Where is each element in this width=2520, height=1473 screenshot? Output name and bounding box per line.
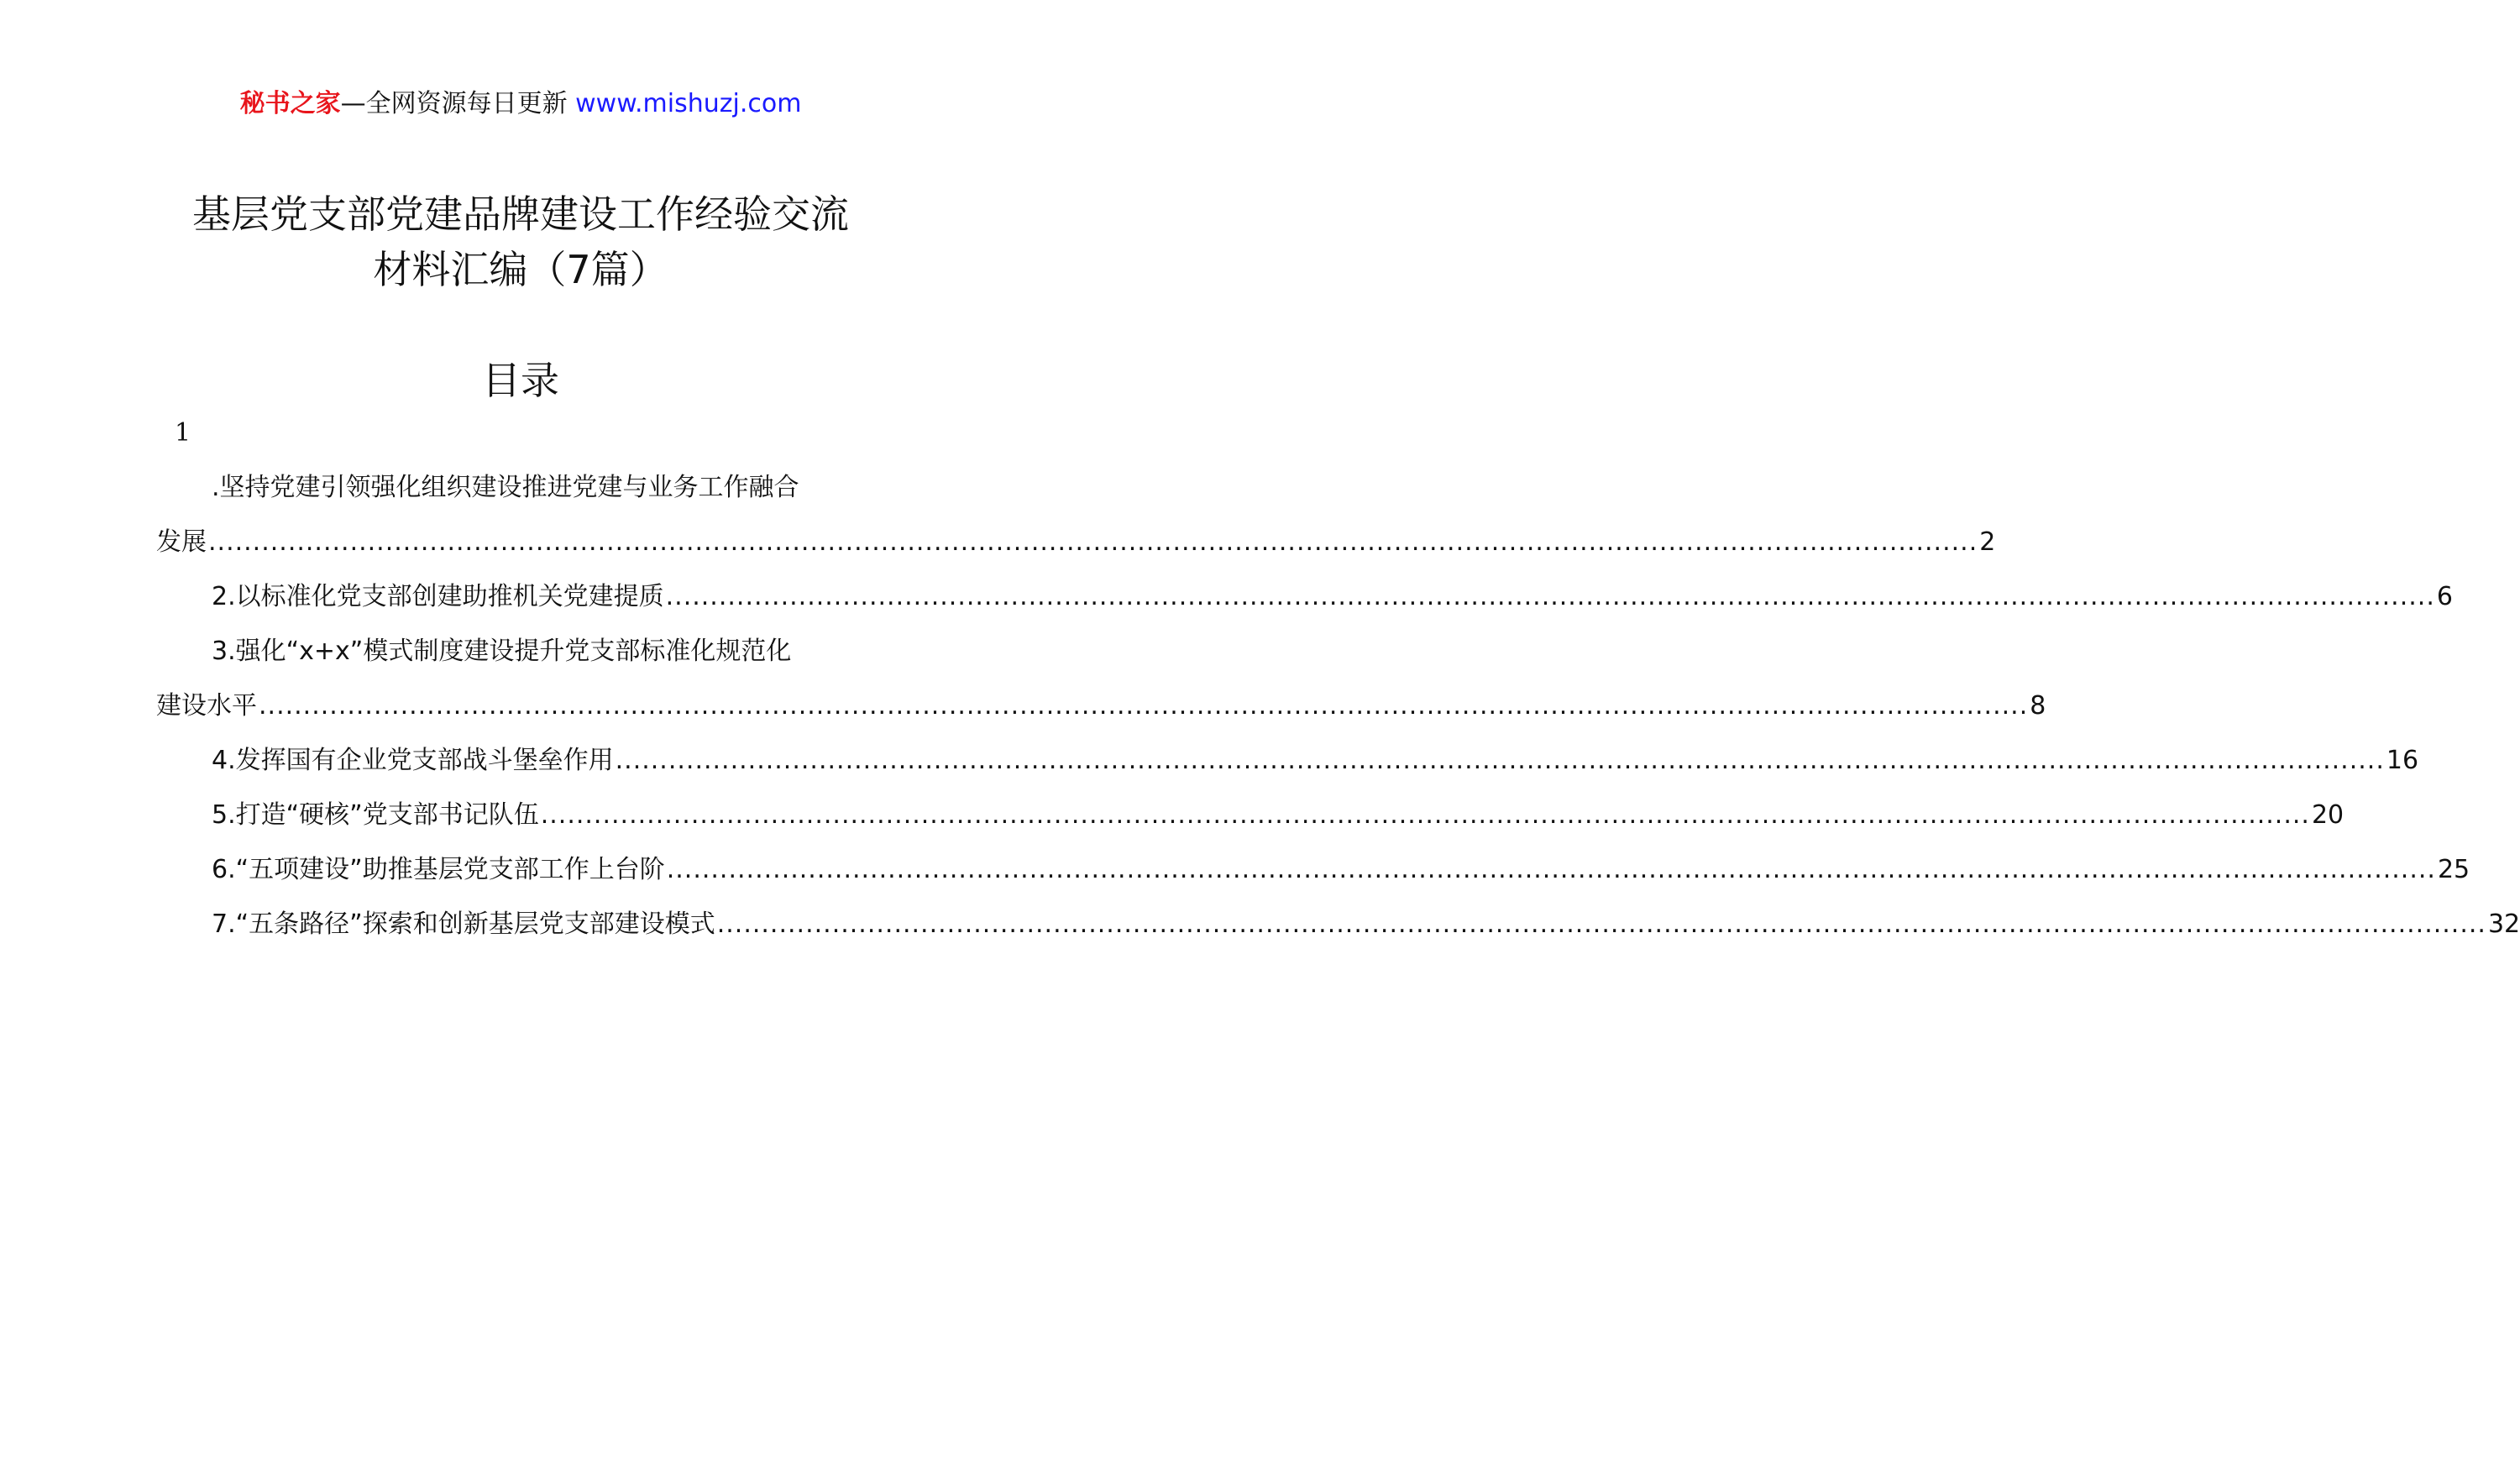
toc-page-number: 16 bbox=[2386, 746, 2419, 775]
toc-entry-text: 6.“五项建设”助推基层党支部工作上台阶 bbox=[212, 855, 665, 884]
table-of-contents bbox=[156, 460, 2520, 951]
toc-leader-dots: ........................................................................................................................................................................................................ bbox=[540, 800, 2310, 830]
toc-entry-text: 4.发挥国有企业党支部战斗堡垒作用 bbox=[212, 746, 614, 775]
toc-entry-text: 发展 bbox=[156, 527, 207, 557]
toc-leader-dots: ........................................................................................................................................................................................................ bbox=[716, 909, 2486, 939]
toc-page-number: 6 bbox=[2436, 582, 2453, 611]
toc-entry-6[interactable] bbox=[156, 842, 2470, 897]
document-title bbox=[0, 186, 1041, 297]
toc-entry-text: 7.“五条路径”探索和创新基层党支部建设模式 bbox=[212, 909, 715, 939]
toc-entry-text: 建设水平 bbox=[156, 691, 257, 721]
header-banner bbox=[0, 84, 1041, 124]
toc-entry-4[interactable] bbox=[156, 733, 2419, 788]
toc-entry-1[interactable] bbox=[156, 460, 885, 515]
toc-entry-3-continued[interactable] bbox=[156, 679, 2046, 733]
toc-leader-dots: ........................................................................................................................................................................................................ bbox=[208, 527, 1978, 557]
title-line-2: 材料汇编（7篇） bbox=[373, 247, 668, 292]
toc-page-number: 20 bbox=[2311, 800, 2344, 830]
toc-leader-dots: ........................................................................................................................................................................................................ bbox=[665, 582, 2435, 611]
toc-entry-5[interactable] bbox=[156, 788, 2344, 842]
toc-leader-dots: ........................................................................................................................................................................................................ bbox=[666, 855, 2436, 884]
toc-leader-dots: ........................................................................................................................................................................................................ bbox=[259, 691, 2029, 721]
brand-name: 秘书之家 bbox=[239, 89, 341, 118]
toc-entry-text: .坚持党建引领强化组织建设推进党建与业务工作融合 bbox=[212, 473, 799, 502]
toc-entry-1-continued[interactable] bbox=[156, 515, 1996, 569]
toc-page-number: 32 bbox=[2487, 909, 2520, 939]
toc-entry-7[interactable] bbox=[156, 897, 2520, 951]
toc-entry-2[interactable] bbox=[156, 569, 2453, 624]
toc-page-number: 25 bbox=[2437, 855, 2470, 884]
toc-heading: 目录 bbox=[482, 358, 559, 403]
toc-entry-text: 3.强化“x+x”模式制度建设提升党支部标准化规范化 bbox=[212, 637, 792, 666]
title-line-1: 基层党支部党建品牌建设工作经验交流 bbox=[192, 191, 849, 237]
toc-page-number: 2 bbox=[1979, 527, 1996, 557]
toc-entry-text: 5.打造“硬核”党支部书记队伍 bbox=[212, 800, 539, 830]
toc-entry-3[interactable] bbox=[156, 624, 885, 679]
slogan: —全网资源每日更新 bbox=[340, 89, 576, 118]
toc-leader-dots: ........................................................................................................................................................................................................ bbox=[615, 746, 2385, 775]
toc-page-number: 8 bbox=[2030, 691, 2046, 721]
toc-entry-text: 2.以标准化党支部创建助推机关党建提质 bbox=[212, 582, 664, 611]
site-url[interactable]: www.mishuzj.com bbox=[575, 89, 802, 118]
stray-number: 1 bbox=[175, 418, 191, 448]
